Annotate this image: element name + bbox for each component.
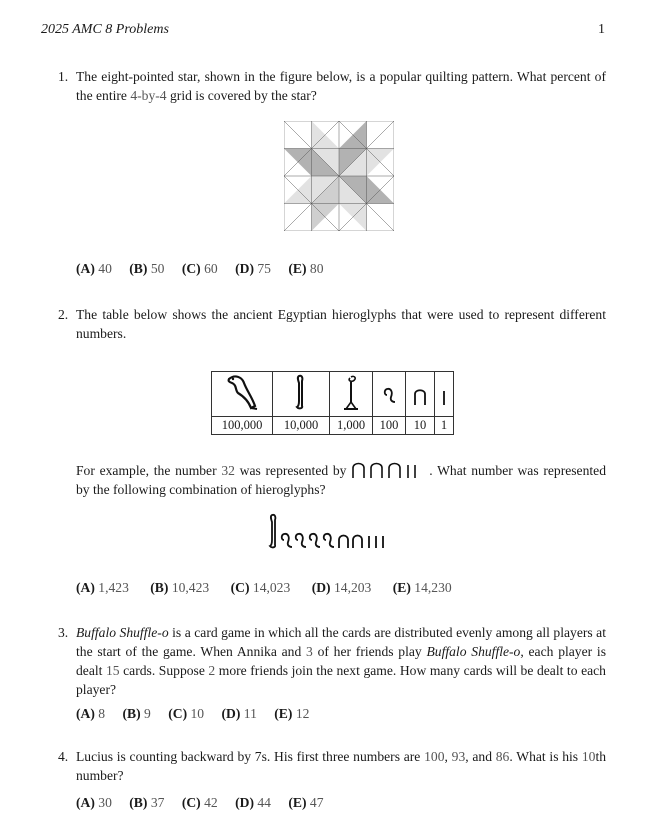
choice-a[interactable]: (A) 1,423 (76, 580, 129, 595)
table-value: 100 (373, 417, 406, 435)
stroke-glyph-icon (435, 372, 454, 417)
problem-2-text: The table below shows the ancient Egyptian hieroglyphs that were used to represent different numbers. (76, 307, 606, 341)
choice-c[interactable]: (C) 42 (181, 795, 218, 810)
lotus-glyph-icon (330, 372, 373, 417)
choice-b[interactable]: (B) 9 (122, 706, 151, 721)
problem-1-text (76, 67, 606, 105)
choice-d[interactable]: (D) 44 (235, 795, 271, 810)
choice-d[interactable]: (D) 75 (235, 261, 271, 276)
tadpole-glyph-icon (212, 372, 273, 417)
hieroglyph-combination-icon (268, 512, 402, 550)
problem-1-choices (76, 261, 338, 277)
choice-b[interactable]: (B) 10,423 (150, 580, 210, 595)
problem-2-choices (76, 580, 466, 596)
hieroglyph-table (211, 371, 454, 435)
problem-1-number: 1. (58, 69, 69, 84)
choice-b[interactable]: (B) 37 (129, 795, 165, 810)
table-value: 1,000 (330, 417, 373, 435)
table-value: 100,000 (212, 417, 273, 435)
heel-glyph-icon (406, 372, 435, 417)
problem-1-text-b: grid is covered by the star? (166, 88, 317, 103)
problem-1-grid-size: 4-by-4 (130, 88, 167, 103)
problem-3-choices (76, 706, 323, 722)
table-value: 10 (406, 417, 435, 435)
page-number: 1 (598, 22, 605, 37)
finger-glyph-icon (273, 372, 330, 417)
table-value: 1 (435, 417, 454, 435)
problem-4-choices (76, 795, 338, 811)
problem-4-number: 4. (58, 749, 69, 764)
problem-2-example: For example, the number 32 was represented by . What number was represented by the following combination of hieroglyphs? (76, 463, 607, 497)
choice-c[interactable]: (C) 10 (168, 706, 205, 721)
problem-3-text: Buffalo Shuffle-o is a card game in which all the cards are distributed evenly among all players at the start of the game. When Annika and 3 of her friends play Buffalo Shuffle-o, each player is dealt 15 cards. Suppose 2 more friends join the next game. How many cards will be dealt to each player? (76, 625, 606, 697)
grid-lines (284, 121, 394, 231)
problem-3-number: 3. (58, 625, 69, 640)
example-32-glyphs-icon (351, 461, 429, 479)
table-value: 10,000 (273, 417, 330, 435)
choice-e[interactable]: (E) 12 (274, 706, 310, 721)
choice-c[interactable]: (C) 14,023 (230, 580, 291, 595)
page-header-title: 2025 AMC 8 Problems (41, 22, 169, 37)
choice-d[interactable]: (D) 14,203 (311, 580, 372, 595)
eight-pointed-star-figure (284, 121, 394, 231)
choice-a[interactable]: (A) 40 (76, 261, 112, 276)
problem-2-number: 2. (58, 307, 69, 322)
choice-e[interactable]: (E) 14,230 (392, 580, 452, 595)
problem-4-text: Lucius is counting backward by 7s. His first three numbers are 100, 93, and 86. What is his 10th number? (76, 749, 607, 783)
coil-glyph-icon (373, 372, 406, 417)
choice-e[interactable]: (E) 47 (288, 795, 324, 810)
choice-b[interactable]: (B) 50 (129, 261, 165, 276)
choice-a[interactable]: (A) 30 (76, 795, 112, 810)
choice-c[interactable]: (C) 60 (181, 261, 218, 276)
choice-e[interactable]: (E) 80 (288, 261, 324, 276)
problem-1-text-a: The eight-pointed star, shown in the figure below, is a popular quilting pattern. What percent of the entire (76, 69, 606, 103)
choice-a[interactable]: (A) 8 (76, 706, 106, 721)
choice-d[interactable]: (D) 11 (221, 706, 257, 721)
